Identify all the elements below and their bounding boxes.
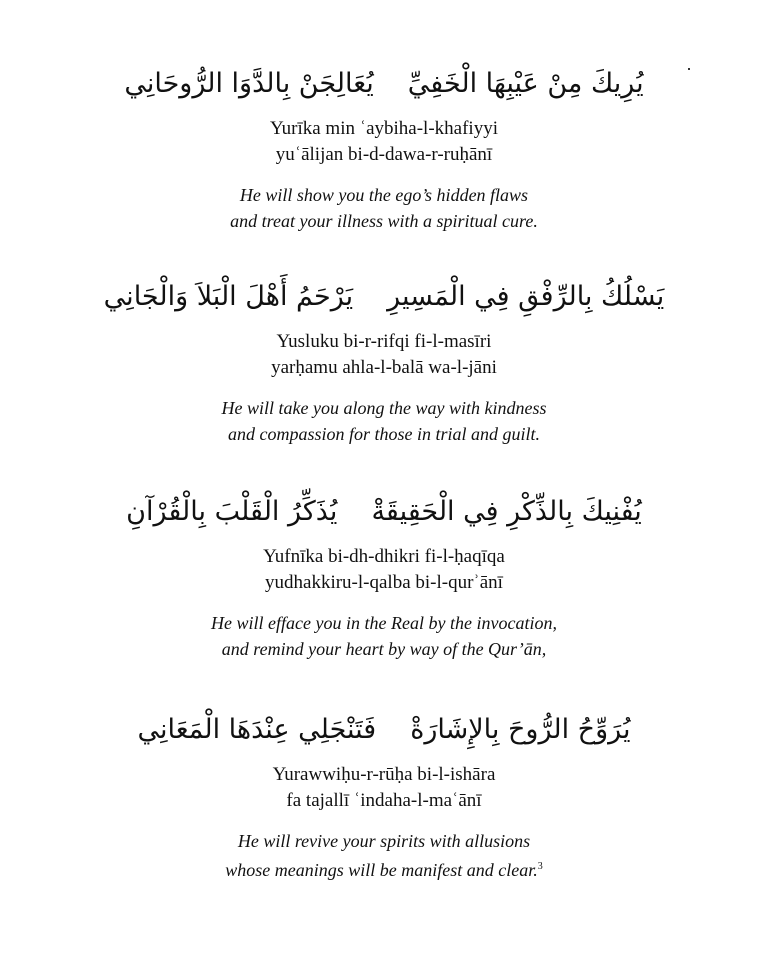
arabic-hemistich-first: يُفْنِيكَ بِالذِّكْرِ فِي الْحَقِيقَةْ	[371, 496, 642, 527]
arabic-verse	[0, 708, 768, 752]
arabic-hemistich-first: يُرِيكَ مِنْ عَيْبِهَا الْخَفِيِّ	[407, 68, 644, 99]
translation-line-1: He will take you along the way with kindness	[221, 398, 547, 418]
transliteration-line-1: Yufnīka bi-dh-dhikri fi-l-ḥaqīqa	[263, 546, 505, 567]
transliteration-line-2: fa tajallī ʿindaha-l-maʿānī	[286, 790, 482, 811]
translation-line-2-text: whose meanings will be manifest and clear.	[225, 860, 538, 880]
arabic-hemistich-second: يَرْحَمُ أَهْلَ الْبَلاَ وَالْجَانِي	[103, 281, 354, 312]
translation-line-2: and remind your heart by way of the Qur’ān,	[221, 639, 547, 659]
stanza-3	[0, 490, 768, 662]
arabic-verse	[0, 62, 768, 106]
arabic-hemistich-first: يُرَوِّحُ الرُّوحَ بِالإِشَارَةْ	[410, 714, 631, 745]
translation-line-2	[0, 854, 768, 883]
footnote-marker[interactable]: 3	[537, 861, 543, 872]
arabic-hemistich-second: يُعَالِجَنْ بِالدَّوَا الرُّوحَانِي	[124, 68, 374, 99]
arabic-hemistich-second: يُذَكِّرُ الْقَلْبَ بِالْقُرْآنِ	[126, 496, 338, 527]
translation-line-1: He will efface you in the Real by the invocation,	[211, 613, 557, 633]
arabic-hemistich-second: فَتَنْجَلِي عِنْدَهَا الْمَعَانِي	[137, 714, 377, 745]
transliteration-line-2: yudhakkiru-l-qalba bi-l-qurʾānī	[265, 572, 503, 593]
translation-line-2: and compassion for those in trial and guilt.	[227, 424, 540, 444]
transliteration-line-2: yarḥamu ahla-l-balā wa-l-jāni	[271, 357, 497, 378]
translation-line-1: He will show you the ego’s hidden flaws	[239, 185, 529, 205]
translation-line-1: He will revive your spirits with allusions	[237, 831, 531, 851]
translation-line-2: and treat your illness with a spiritual cure.	[230, 211, 538, 231]
transliteration-line-2: yuʿālijan bi-d-dawa-r-ruḥānī	[275, 144, 493, 165]
arabic-verse	[0, 490, 768, 534]
arabic-verse	[0, 275, 768, 319]
stanza-1	[0, 62, 768, 234]
transliteration-line-1: Yurawwiḥu-r-rūḥa bi-l-ishāra	[272, 764, 496, 785]
transliteration-line-1: Yurīka min ʿaybiha-l-khafiyyi	[270, 118, 498, 139]
stanza-4	[0, 708, 768, 883]
arabic-hemistich-first: يَسْلُكُ بِالرِّفْقِ فِي الْمَسِيرِ	[387, 281, 665, 312]
transliteration-line-1: Yusluku bi-r-rifqi fi-l-masīri	[276, 331, 492, 352]
stanza-2	[0, 275, 768, 447]
